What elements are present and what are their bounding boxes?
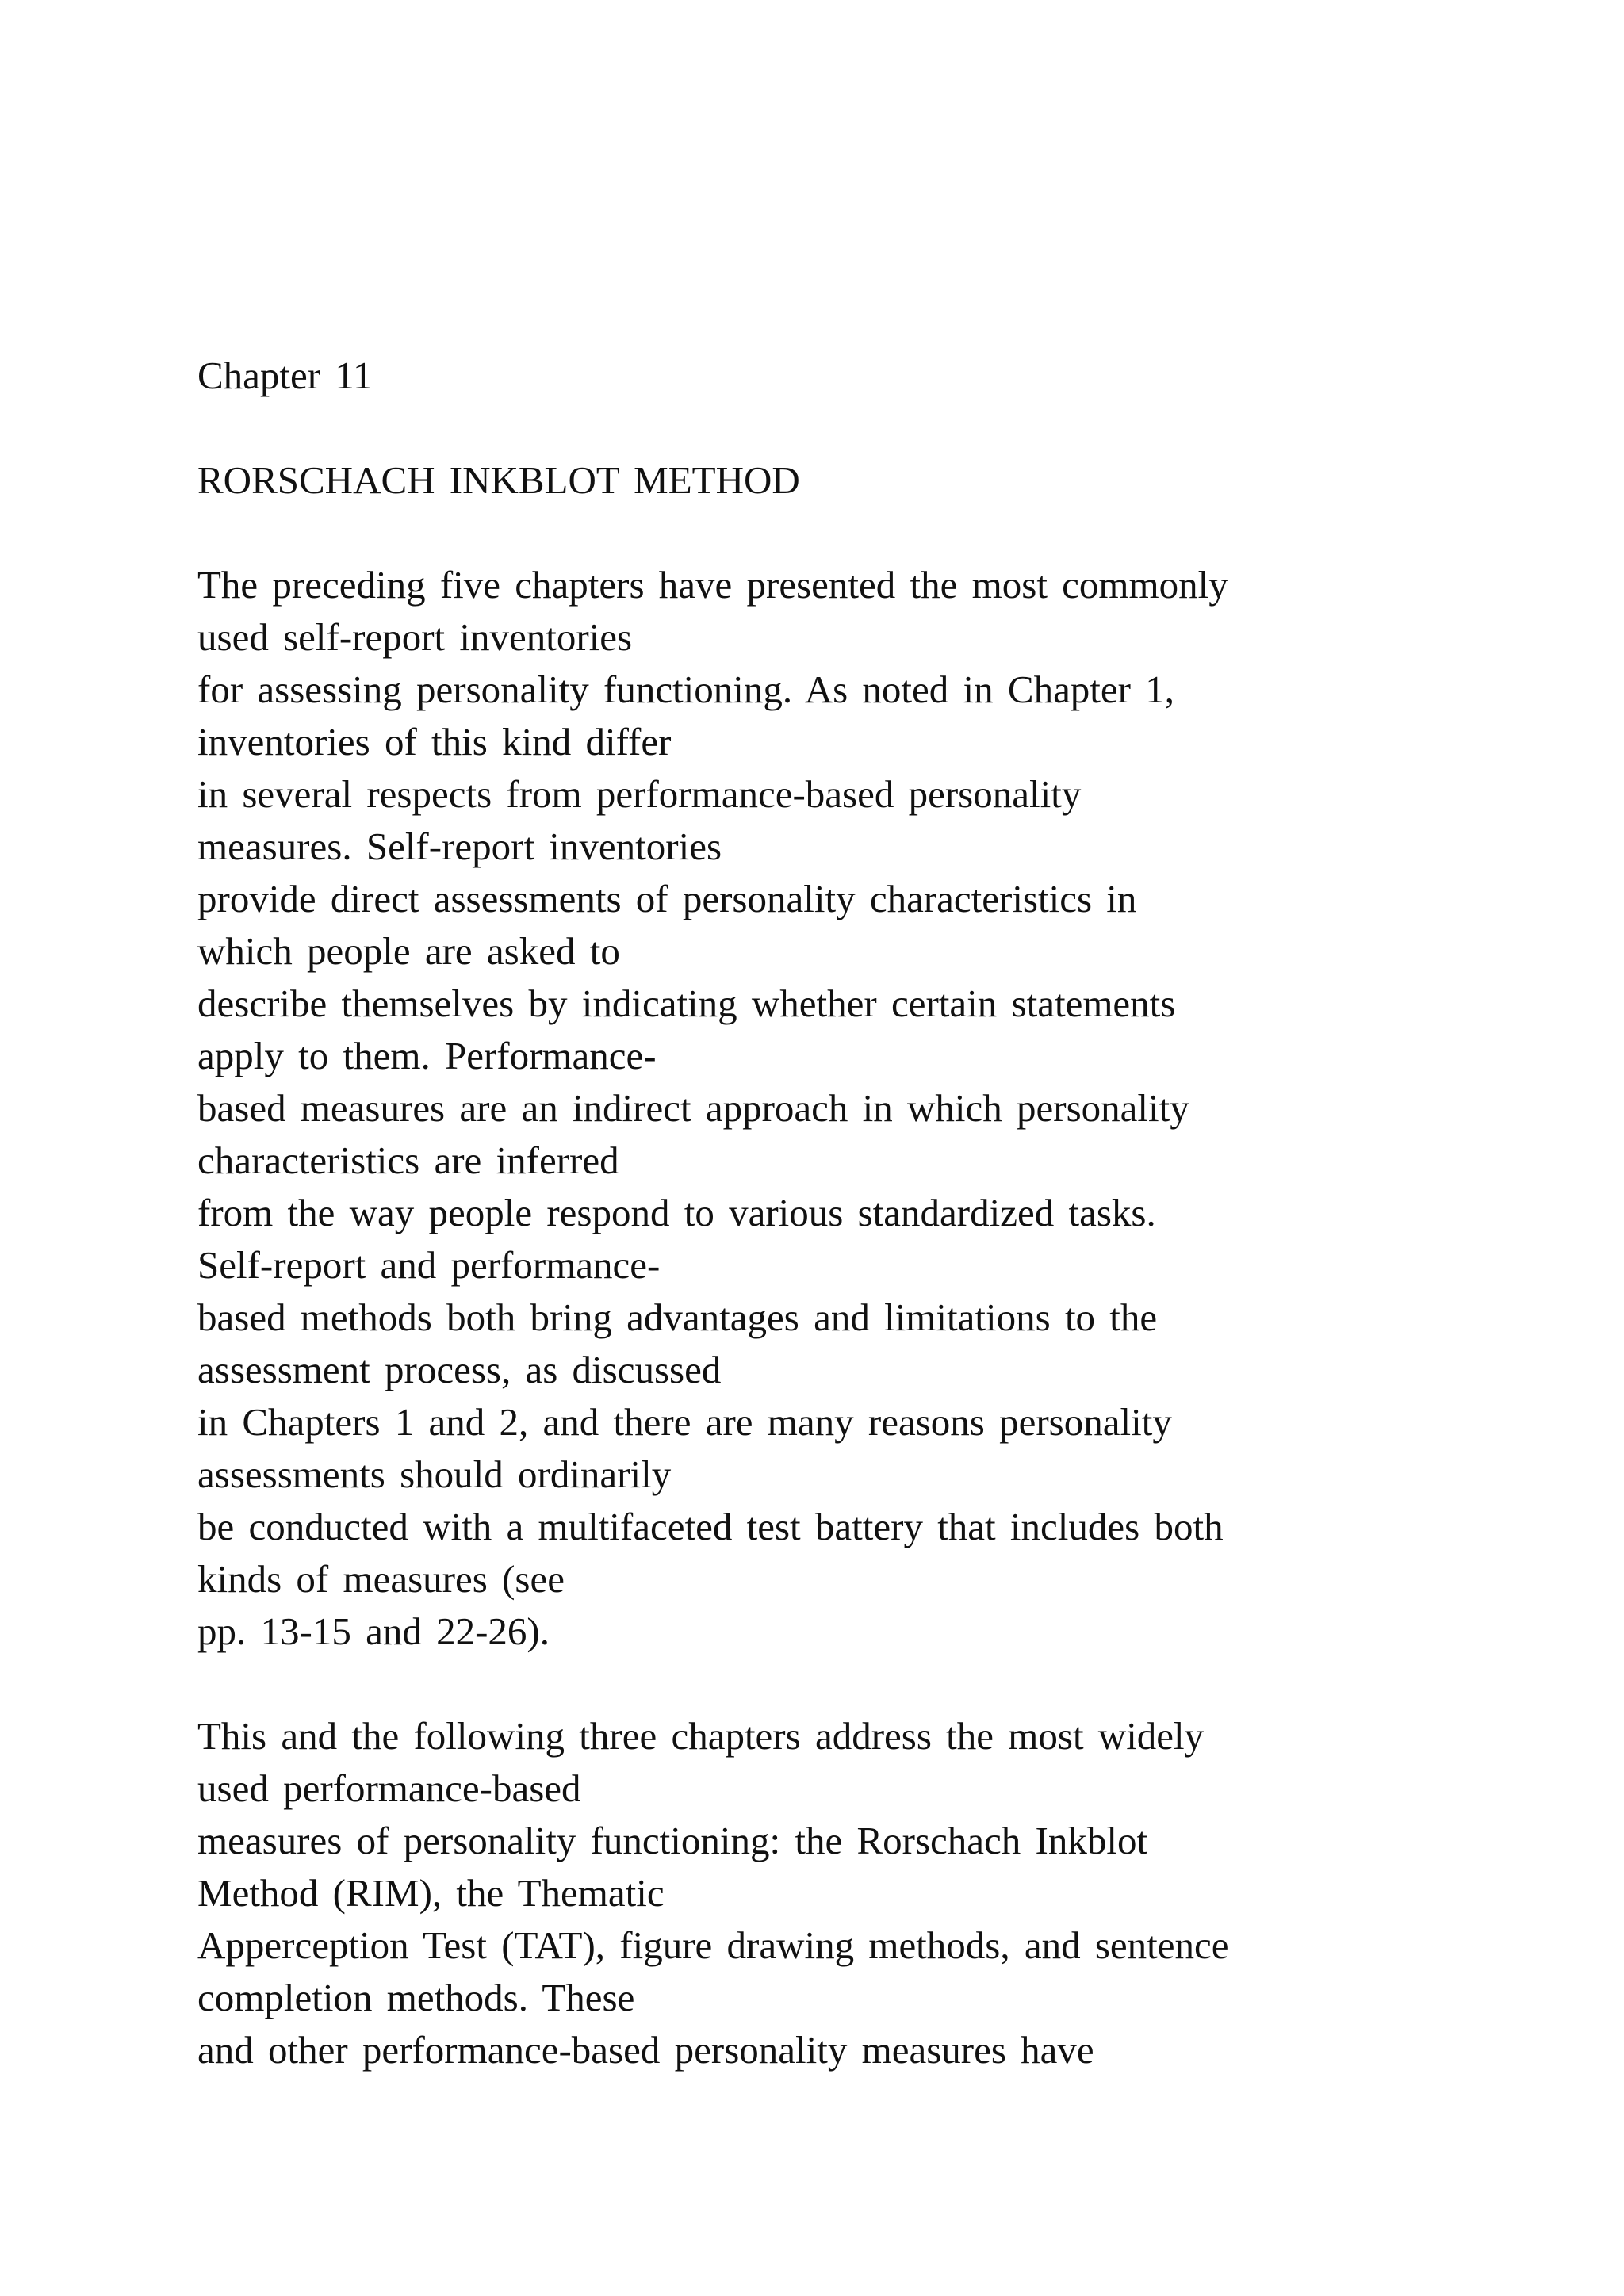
text-line: describe themselves by indicating whether certain statements xyxy=(197,982,1176,1025)
text-line: This and the following three chapters address the most widely xyxy=(197,1714,1205,1758)
text-line: pp. 13-15 and 22-26). xyxy=(197,1609,550,1653)
text-line: apply to them. Performance- xyxy=(197,1034,657,1077)
text-line: Method (RIM), the Thematic xyxy=(197,1871,665,1915)
text-line: for assessing personality functioning. As noted in Chapter 1, xyxy=(197,668,1174,711)
text-line: in several respects from performance-based personality xyxy=(197,772,1082,816)
text-line: Apperception Test (TAT), figure drawing methods, and sentence xyxy=(197,1923,1229,1967)
text-line: completion methods. These xyxy=(197,1976,635,2019)
blank-line xyxy=(197,1658,1593,1710)
text-line: Self-report and performance- xyxy=(197,1243,661,1287)
chapter-title: RORSCHACH INKBLOT METHOD xyxy=(197,458,800,502)
text-line: used performance-based xyxy=(197,1766,581,1810)
text-line: which people are asked to xyxy=(197,929,620,973)
paragraph-1 xyxy=(197,559,1593,1658)
text-line: and other performance-based personality measures have xyxy=(197,2028,1094,2072)
chapter-label: Chapter 11 xyxy=(197,354,373,397)
document-body xyxy=(197,350,1593,2076)
text-line: The preceding five chapters have presented the most commonly xyxy=(197,563,1228,607)
text-line: kinds of measures (see xyxy=(197,1557,565,1601)
blank-line xyxy=(197,402,1593,454)
paragraph-2 xyxy=(197,1710,1593,2076)
text-line: measures of personality functioning: the Rorschach Inkblot xyxy=(197,1819,1148,1862)
blank-line xyxy=(197,507,1593,559)
text-line: used self-report inventories xyxy=(197,615,633,659)
text-line: based measures are an indirect approach in which personality xyxy=(197,1086,1189,1130)
text-line: characteristics are inferred xyxy=(197,1138,619,1182)
text-line: be conducted with a multifaceted test battery that includes both xyxy=(197,1505,1224,1548)
text-line: provide direct assessments of personality characteristics in xyxy=(197,877,1137,920)
text-line: inventories of this kind differ xyxy=(197,720,672,763)
text-line: measures. Self-report inventories xyxy=(197,825,722,868)
text-line: in Chapters 1 and 2, and there are many reasons personality xyxy=(197,1400,1172,1444)
text-line: assessments should ordinarily xyxy=(197,1452,672,1496)
text-line: from the way people respond to various standardized tasks. xyxy=(197,1191,1156,1234)
text-line: based methods both bring advantages and limitations to the xyxy=(197,1295,1158,1339)
text-line: assessment process, as discussed xyxy=(197,1348,722,1391)
